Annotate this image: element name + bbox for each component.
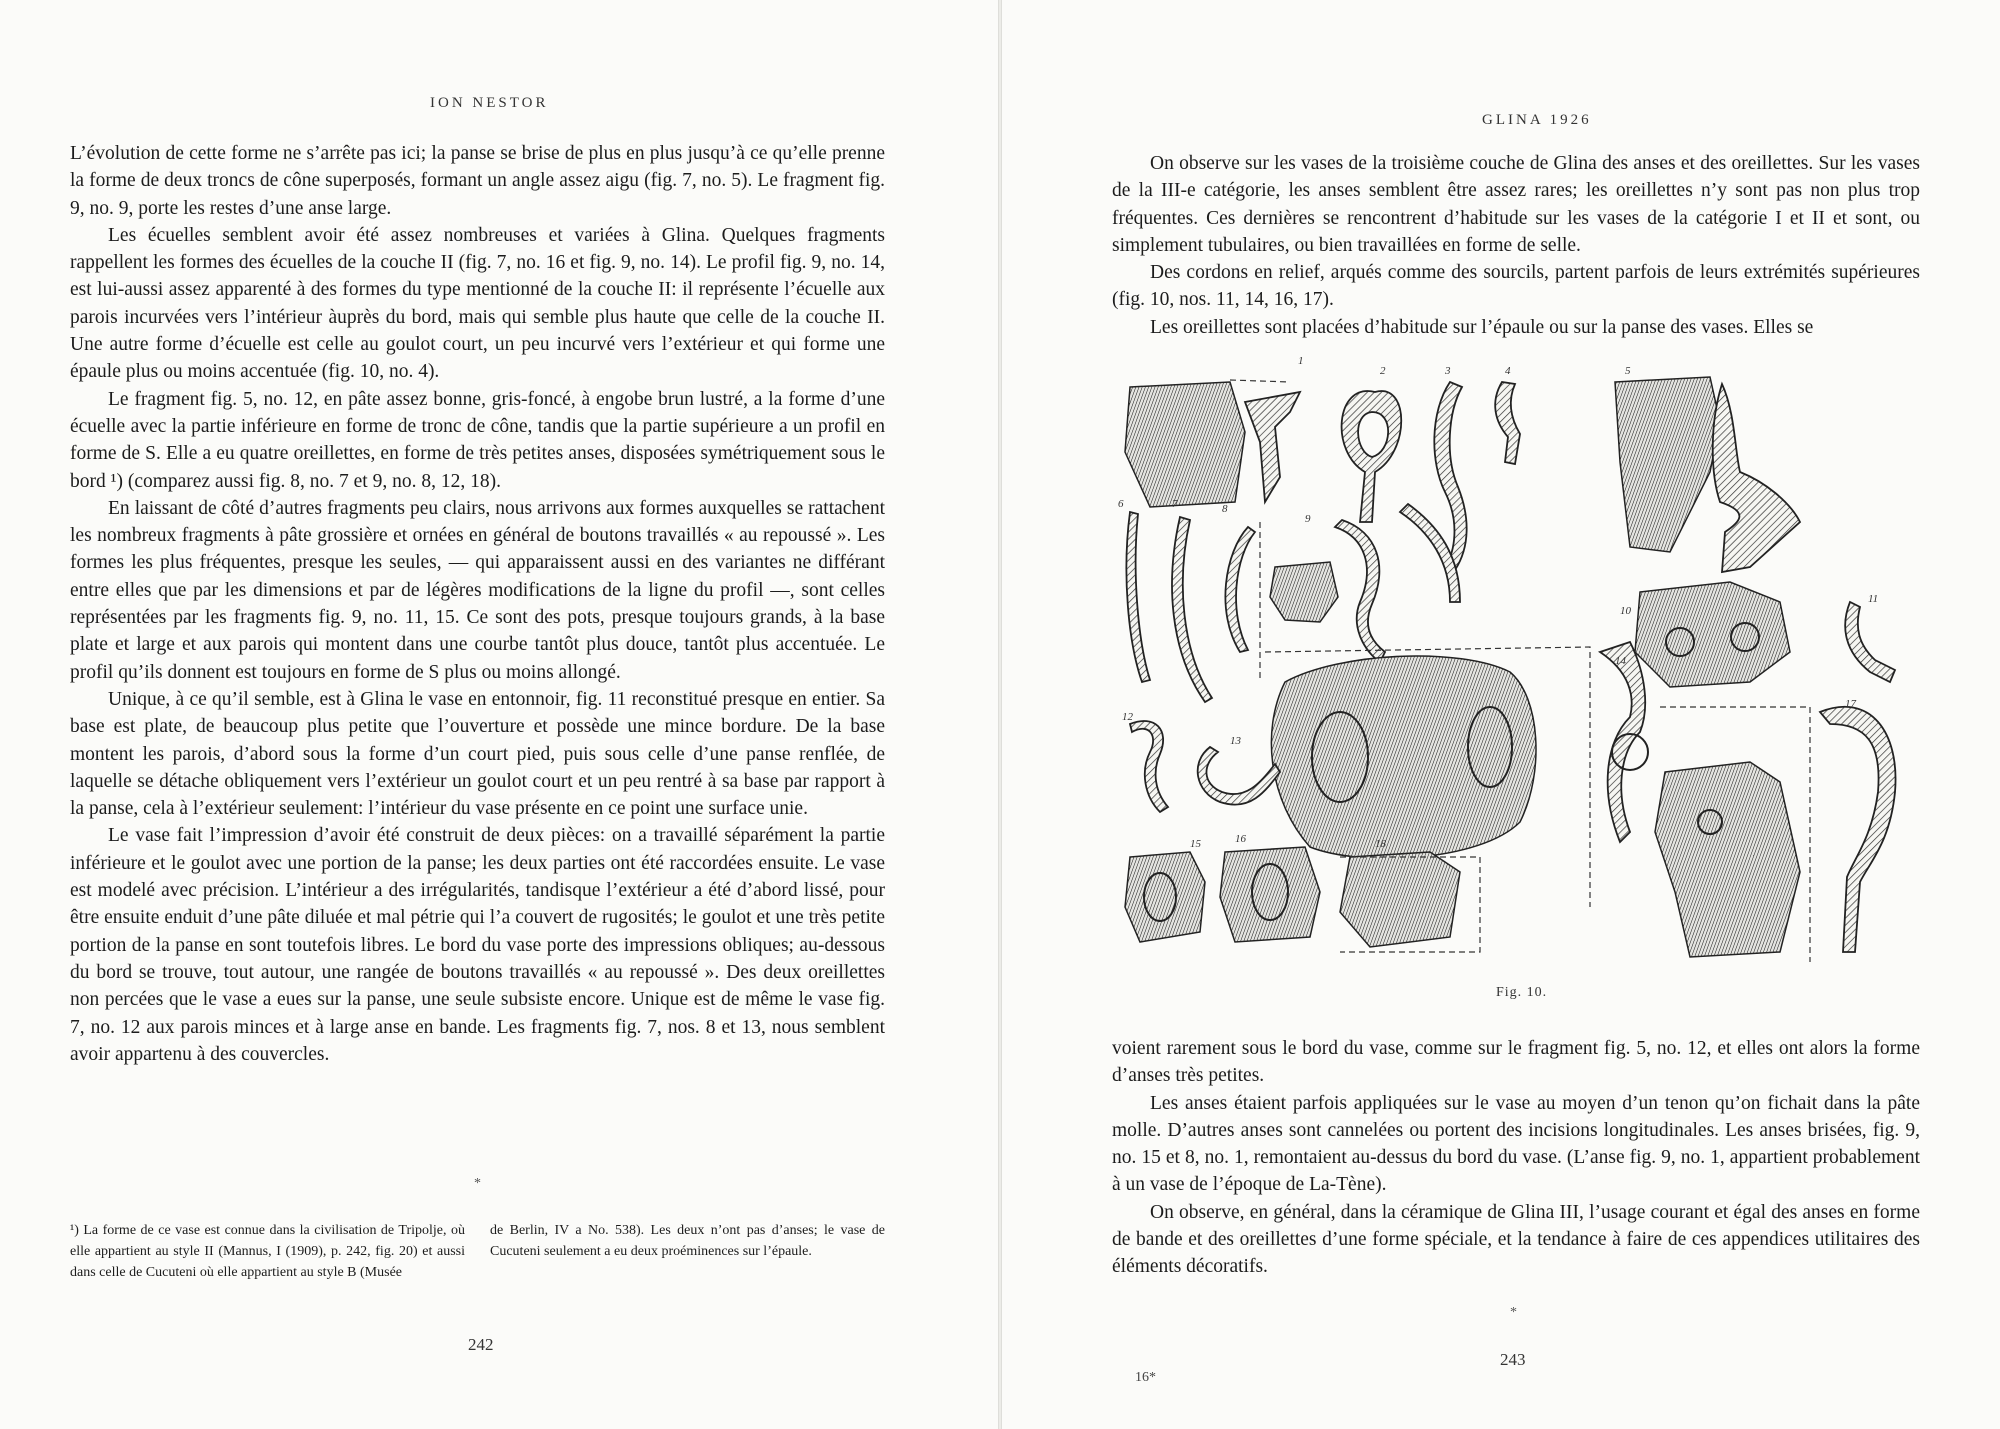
- fragment-2-drawing: [1342, 365, 1402, 522]
- figure-number-label: 17: [1845, 698, 1856, 710]
- fragment-1-drawing: [1125, 355, 1304, 507]
- running-head: ION NESTOR: [430, 95, 549, 111]
- footnote-col-1: [70, 1220, 465, 1283]
- fragment-4-drawing: [1495, 365, 1520, 464]
- page-number: 243: [1500, 1350, 1526, 1369]
- paragraph: Le fragment fig. 5, no. 12, en pâte assez bonne, gris-foncé, à engobe brun lustré, a la forme d’une écuelle avec la partie inférieure en forme de tronc de cône, tandis que la partie supérieure a un profil en forme de S. Elle a eu quatre oreillettes, en forme de très petites anses, disposées symétriquement sous le bord ¹) (comparez aussi fig. 8, no. 7 et 9, no. 8, 12, 18).: [70, 388, 885, 492]
- figure-10-illustration: [1110, 352, 1930, 982]
- figure-number-label: 7: [1172, 498, 1178, 510]
- signature-mark: 16*: [1135, 1370, 1156, 1385]
- figure-number-label: 2: [1380, 365, 1386, 377]
- paragraph: Les anses étaient parfois appliquées sur le vase au moyen d’un tenon qu’on fichait dans la pâte molle. D’autres anses sont cannelées ou portent des incisions longitudinales. Les anses brisées, fig. 9, no. 15 et 8, no. 1, remontaient au-dessus du bord du vase. (L’anse fig. 9, no. 1, appartient probablement à un vase de l’époque de La-Tène).: [1112, 1092, 1920, 1196]
- paragraph: On observe, en général, dans la céramique de Glina III, l’usage courant et égal des anses en forme de bande et des oreillettes d’une forme spéciale, et la tendance à faire de ces appendices utilitaires des éléments décoratifs.: [1112, 1201, 1920, 1278]
- figure-number-label: 4: [1505, 365, 1511, 377]
- paragraph: Des cordons en relief, arqués comme des sourcils, partent parfois de leurs extrémités supérieures (fig. 10, nos. 11, 14, 16, 17).: [1112, 262, 1920, 311]
- right-body-text-top: [1112, 150, 1920, 341]
- figure-number-label: 6: [1118, 498, 1124, 510]
- figure-number-label: 8: [1222, 503, 1228, 515]
- fragment-14-drawing: [1265, 642, 1648, 907]
- footnote-text: de Berlin, IV a No. 538). Les deux n’ont pas d’anses; le vase de Cucuteni seulement a eu deux proéminences sur l’épaule.: [490, 1223, 885, 1259]
- fragment-12-drawing: [1122, 711, 1168, 812]
- page-number: 242: [468, 1335, 494, 1354]
- figure-number-label: 1: [1298, 355, 1304, 367]
- figure-number-label: 15: [1190, 838, 1201, 850]
- s-profile-drawing: [1335, 504, 1460, 662]
- fragment-8-drawing: [1222, 503, 1260, 682]
- footnote-col-2: [490, 1220, 885, 1262]
- figure-number-label: 9: [1305, 513, 1311, 525]
- paragraph: voient rarement sous le bord du vase, comme sur le fragment fig. 5, no. 12, et elles ont alors la forme d’anses très petites.: [1112, 1038, 1920, 1087]
- right-page: [1000, 0, 2000, 1429]
- figure-number-label: 10: [1620, 605, 1631, 617]
- figure-number-label: 3: [1445, 365, 1451, 377]
- fragment-15-drawing: [1125, 838, 1205, 942]
- fragment-7-drawing: [1172, 498, 1212, 702]
- fragment-10-drawing: [1620, 582, 1790, 687]
- fragment-6-drawing: [1118, 498, 1150, 682]
- paragraph: On observe sur les vases de la troisième couche de Glina des anses et des oreillettes. Sur les vases de la III-e catégorie, les anses semblent être assez rares; les oreillettes n’y sont pas non plus trop fréquentes. Ces dernières se rencontrent d’habitude sur les vases de la catégorie I et II et sont, ou simplement tubulaires, ou bien travaillées en forme de selle.: [1112, 153, 1920, 256]
- figure-number-label: 13: [1230, 735, 1241, 747]
- section-separator: *: [1510, 1305, 1517, 1320]
- paragraph: Le vase fait l’impression d’avoir été construit de deux pièces: on a travaillé séparément la partie inférieure et le goulot avec une portion de la panse; les deux parties ont été raccordées ensuite. Le vase est modelé avec précision. L’intérieur a des irrégularités, tandisque l’extérieur a été d’abord lissé, pour être ensuite enduit d’une pâte diluée et mal pétrie qui l’a couvert de rugosités; le goulot et une très petite portion de la panse en sont toutefois libres. Le bord du vase porte des impressions obliques; au-dessous du bord se trouve, tout autour, une rangée de boutons travaillés « au repoussé ». Des deux oreillettes non percées que le vase a eues sur la panse, une seule subsiste encore. Unique est de même le vase fig. 7, no. 12 aux parois minces et à large anse en bande. Les fragments fig. 7, nos. 8 et 13, nous semblent avoir appartenu à des couvercles.: [70, 825, 885, 1065]
- figure-number-label: 12: [1122, 711, 1133, 723]
- fragment-16-drawing: [1220, 833, 1320, 942]
- fragment-17-drawing: [1655, 698, 1896, 962]
- paragraph: Les oreillettes sont placées d’habitude sur l’épaule ou sur la panse des vases. Elles se: [1150, 316, 1814, 338]
- figure-number-label: 11: [1868, 593, 1879, 605]
- running-head: GLINA 1926: [1482, 112, 1592, 128]
- fragment-11-drawing: [1845, 593, 1895, 682]
- paragraph: Unique, à ce qu’il semble, est à Glina le vase en entonnoir, fig. 11 reconstitué presque en entier. Sa base est plate, de beaucoup plus petite que l’ouverture et possède une mince bordure. De la base montent les parois, d’abord sous la forme d’un court pied, puis sous celle d’une panse renflée, de laquelle se détache obliquement vers l’extérieur un goulot court et un peu rentré à sa base par rapport à la panse, cela à l’extérieur seulement: l’intérieur du vase présente en ce point une surface unie.: [70, 688, 885, 820]
- footnote-text: ¹) La forme de ce vase est connue dans la civilisation de Tripolje, où elle appartient au style II (Mannus, I (1909), p. 242, fig. 20) et aussi dans celle de Cucuteni où elle appartient au style B (Musée: [70, 1223, 465, 1280]
- figure-number-label: 5: [1625, 365, 1631, 377]
- figure-caption: Fig. 10.: [1496, 985, 1548, 1000]
- fragment-13-drawing: [1198, 735, 1280, 805]
- fragment-5-drawing: [1615, 365, 1800, 572]
- fragment-9-drawing: [1270, 513, 1338, 622]
- figure-number-label: 18: [1375, 838, 1386, 850]
- paragraph: L’évolution de cette forme ne s’arrête pas ici; la panse se brise de plus en plus jusqu’à ce qu’elle prenne la forme de deux troncs de cône superposés, formant un angle assez aigu (fig. 7, no. 5). Le fragment fig. 9, no. 9, porte les restes d’une anse large.: [70, 143, 885, 219]
- left-body-text: [70, 140, 885, 1068]
- right-body-text-bottom: [1112, 1035, 1920, 1281]
- figure-number-label: 14: [1615, 655, 1626, 667]
- figure-number-label: 16: [1235, 833, 1246, 845]
- paragraph: En laissant de côté d’autres fragments peu clairs, nous arrivons aux formes auxquelles se rattachent les nombreux fragments à pâte grossière et ornées en général de boutons travaillés « au repoussé ». Les formes les plus fréquentes, presque les seules, — qui apparaissent aussi en des variantes ne différant entre elles que par les dimensions et par de légères modifications de la ligne du profil —, sont celles représentées par les fragments fig. 9, no. 11, 15. Ce sont des pots, presque toujours grands, à la base plate et large et aux parois qui montent dans une courbe tantôt plus douce, tantôt plus accentuée. Le profil qu’ils donnent est toujours en forme de S plus ou moins allongé.: [70, 497, 885, 683]
- section-separator: *: [474, 1176, 481, 1191]
- paragraph: Les écuelles semblent avoir été assez nombreuses et variées à Glina. Quelques fragments rappellent les formes des écuelles de la couche II (fig. 7, no. 16 et fig. 9, no. 14). Le profil fig. 9, no. 14, est lui-aussi assez apparenté à des formes du type mentionné de la couche II: il représente l’écuelle aux parois incurvées vers l’intérieur àuprès du bord, mais qui semble plus haute que celle de la couche II. Une autre forme d’écuelle est celle au goulot court, un peu incurvé vers l’extérieur et qui forme une épaule plus ou moins accentuée (fig. 10, no. 4).: [70, 224, 885, 383]
